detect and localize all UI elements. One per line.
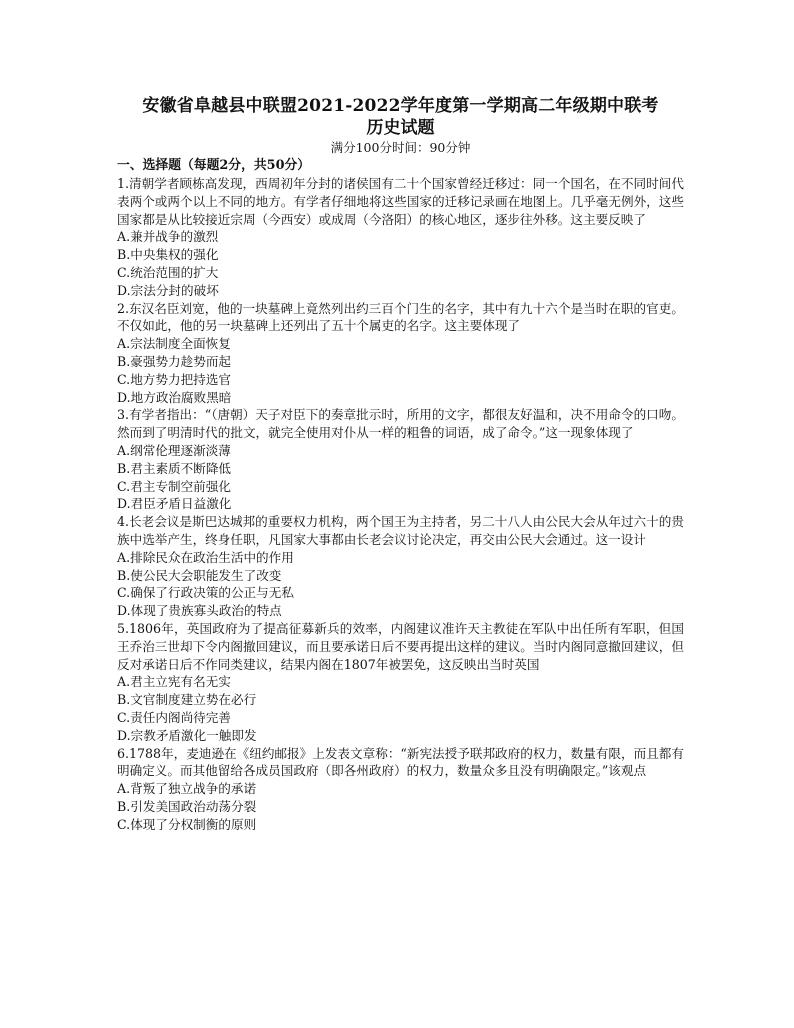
exam-title: 安徽省阜越县中联盟2021-2022学年度第一学期高二年级期中联考 bbox=[142, 96, 659, 116]
option-b: B.使公民大会职能发生了改变 bbox=[117, 567, 282, 583]
option-b: B.引发美国政治动荡分裂 bbox=[117, 798, 257, 814]
question-3 bbox=[117, 406, 684, 513]
option-a: A.宗法制度全面恢复 bbox=[117, 336, 231, 352]
option-b: B.豪强势力趁势而起 bbox=[117, 353, 232, 369]
question-stem: 1.清朝学者顾栋高发现，西周初年分封的诸侯国有二十个国家曾经迁移过：同一个国名，在不同时间代表两个或两个以上不同的地方。有学者仔细地将这些国家的迁移记录画在地图上。几乎毫无例外，这些国家都是从比较接近宗周（今西安）或成周（今洛阳）的核心地区，逐步往外移。这主要反映了 bbox=[117, 176, 684, 227]
option-a: A.君主立宪有名无实 bbox=[117, 674, 231, 690]
option-list bbox=[117, 549, 684, 620]
question-stem: 6.1788年，麦迪逊在《纽约邮报》上发表文章称：“新宪法授予联邦政府的权力，数量有限，而且都有明确定义。而其他留给各成员国政府（即各州政府）的权力，数量众多且没有明确限定。”该观点 bbox=[117, 745, 684, 779]
option-b: B.文官制度建立势在必行 bbox=[117, 692, 257, 708]
option-a: A.纲常伦理逐渐淡薄 bbox=[117, 442, 231, 458]
option-a: A.排除民众在政治生活中的作用 bbox=[117, 549, 294, 565]
option-b: B.中央集权的强化 bbox=[117, 247, 219, 263]
section-heading: 一、选择题（每题2分，共50分） bbox=[117, 158, 311, 173]
option-b: B.君主素质不断降低 bbox=[117, 460, 232, 476]
option-c: C.君主专制空前强化 bbox=[117, 478, 231, 494]
option-d: D.宗教矛盾激化一触即发 bbox=[117, 727, 257, 743]
question-stem: 2.东汉名臣刘宽，他的一块墓碑上竟然列出约三百个门生的名字，其中有九十六个是当时在职的官吏。不仅如此，他的另一块墓碑上还列出了五十个属吏的名字。这主要体现了 bbox=[117, 300, 684, 334]
question-list bbox=[117, 175, 684, 833]
option-a: A.兼并战争的激烈 bbox=[117, 229, 219, 245]
option-d: D.体现了贵族寡头政治的特点 bbox=[117, 603, 282, 619]
exam-subject: 历史试题 bbox=[366, 118, 435, 138]
question-4 bbox=[117, 513, 684, 620]
option-c: C.责任内阁尚待完善 bbox=[117, 709, 231, 725]
question-2 bbox=[117, 300, 684, 407]
question-1 bbox=[117, 175, 684, 300]
option-list bbox=[117, 442, 684, 513]
question-stem: 5.1806年，英国政府为了提高征募新兵的效率，内阁建议准许天主教徒在军队中出任所有军职，但国王乔治三世却下令内阁撤回建议，而且要承诺日后不要再提出这样的建议。当时内阁同意撤回建议，但反对承诺日后不作同类建议，结果内阁在1807年被罢免，这反映出当时英国 bbox=[117, 620, 684, 672]
option-d: D.宗法分封的破坏 bbox=[117, 282, 219, 298]
option-d: D.君臣矛盾日益激化 bbox=[117, 496, 232, 512]
question-stem: 3.有学者指出：“（唐朝）天子对臣下的奏章批示时，所用的文字，都很友好温和，决不用命令的口吻。然而到了明清时代的批文，就完全使用对仆从一样的粗鲁的词语，成了命令。”这一现象体现了 bbox=[117, 407, 684, 441]
option-list bbox=[117, 780, 684, 833]
exam-meta: 满分100分时间：90分钟 bbox=[330, 140, 471, 155]
option-list bbox=[117, 228, 684, 299]
option-a: A.背叛了独立战争的承诺 bbox=[117, 781, 257, 797]
option-c: C.地方势力把持选官 bbox=[117, 371, 231, 387]
option-list bbox=[117, 335, 684, 406]
option-c: C.体现了分权制衡的原则 bbox=[117, 816, 257, 832]
option-list bbox=[117, 673, 684, 744]
question-stem: 4.长老会议是斯巴达城邦的重要权力机构，两个国王为主持者，另二十八人由公民大会从年过六十的贵族中选举产生，终身任职，凡国家大事都由长老会议讨论决定，再交由公民大会通过。这一设计 bbox=[117, 514, 684, 547]
option-d: D.地方政治腐败黑暗 bbox=[117, 389, 232, 405]
option-c: C.统治范围的扩大 bbox=[117, 264, 219, 280]
question-5 bbox=[117, 620, 684, 745]
option-c: C.确保了行政决策的公正与无私 bbox=[117, 585, 294, 601]
question-6 bbox=[117, 745, 684, 834]
